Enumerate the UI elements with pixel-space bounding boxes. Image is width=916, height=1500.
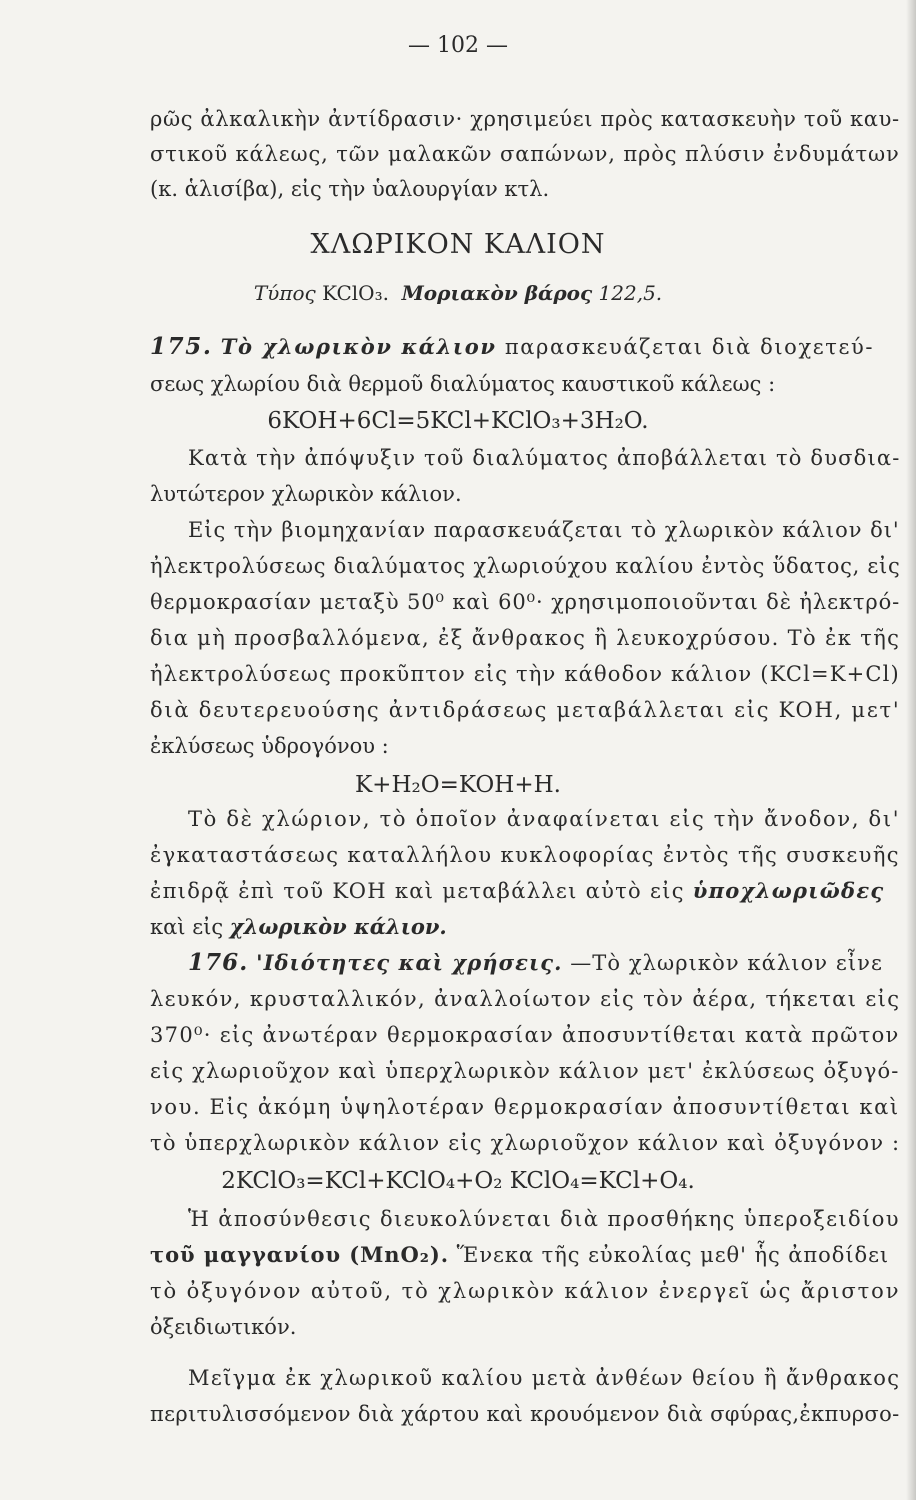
- text-line: περιτυλισσόμενον διὰ χάρτου καὶ κρουόμενον διὰ σφύρας,ἐκπυρσο-: [150, 1402, 900, 1426]
- text-line: τὸ ὑπερχλωρικὸν κάλιον εἰς χλωριοῦχον κάλιον καὶ ὀξυγόνον :: [150, 1131, 901, 1155]
- text-line: τὸ ὀξυγόνον αὐτοῦ, τὸ χλωρικὸν κάλιον ἐνεργεῖ ὡς ἄριστον: [150, 1279, 901, 1303]
- paragraph-175-line: [150, 333, 874, 361]
- text-line: διὰ δευτερευούσης ἀντιδράσεως μεταβάλλεται εἰς KOH, μετ': [150, 698, 901, 722]
- formula: KClO₃.: [322, 281, 389, 305]
- text-line: Μεῖγμα ἐκ χλωρικοῦ καλίου μετὰ ἀνθέων θείου ἢ ἄνθρακος: [188, 1366, 901, 1390]
- text-line: ρῶς ἀλκαλικὴν ἀντίδρασιν· χρησιμεύει πρὸς κατασκευὴν τοῦ καυ-: [150, 107, 900, 131]
- text-line: λευκόν, κρυσταλλικόν, ἀναλλοίωτον εἰς τὸν ἀέρα, τήκεται εἰς: [150, 987, 901, 1011]
- text-line: ἐγκαταστάσεως καταλλήλου κυκλοφορίας ἐντὸς τῆς συσκευῆς: [150, 843, 900, 867]
- text-line: ὀξειδιωτικόν.: [150, 1315, 297, 1339]
- text-line: [150, 1241, 889, 1269]
- section-title: ΧΛΩΡΙΚΟΝ ΚΑΛΙΟΝ: [310, 229, 606, 260]
- text-line: 370⁰· εἰς ἀνωτέραν θερμοκρασίαν ἀποσυντίθεται κατὰ πρῶτον: [150, 1023, 900, 1047]
- text-line: εἰς χλωριοῦχον καὶ ὑπερχλωρικὸν κάλιον μετ' ἐκλύσεως ὀξυγό-: [150, 1059, 900, 1083]
- molar-mass-label: Μοριακὸν βάρος: [401, 281, 593, 305]
- text-line: Εἰς τὴν βιομηχανίαν παρασκευάζεται τὸ χλωρικὸν κάλιον δι': [188, 518, 900, 542]
- text-line: ἠλεκτρολύσεως προκῦπτον εἰς τὴν κάθοδον κάλιον (KCl=K+Cl): [150, 662, 900, 686]
- chemical-equation: K+H₂O=KOH+H.: [355, 772, 561, 798]
- text-span: καὶ εἰς: [150, 915, 224, 939]
- text-line: ἠλεκτρολύσεως διαλύματος χλωριούχου καλίου ἐντὸς ὕδατος, εἰς: [150, 554, 901, 578]
- text-line: σεως χλωρίου διὰ θερμοῦ διαλύματος καυστικοῦ κάλεως :: [150, 372, 776, 396]
- text-line: Ἡ ἀποσύνθεσις διευκολύνεται διὰ προσθήκης ὑπεροξειδίου: [188, 1207, 900, 1231]
- paragraph-heading: 'Ιδιότητες καὶ χρήσεις.: [256, 950, 563, 975]
- text-span: —Τὸ χλωρικὸν κάλιον εἶνε: [570, 951, 883, 975]
- section-subtitle: [0, 280, 916, 306]
- text-line: ἐκλύσεως ὑδρογόνου :: [150, 734, 389, 758]
- type-label: Τύπος: [253, 281, 316, 305]
- text-line: νου. Εἰς ἀκόμη ὑψηλοτέραν θερμοκρασίαν ἀποσυντίθεται καὶ: [150, 1095, 900, 1119]
- bold-term: τοῦ μαγγανίου (MnO₂).: [150, 1242, 450, 1267]
- paragraph-176-line: [188, 949, 883, 977]
- page-number: — 102 —: [408, 33, 508, 58]
- page-edge-shadow: [906, 0, 916, 1500]
- text-line: [150, 877, 885, 905]
- text-line: λυτώτερον χλωρικὸν κάλιον.: [150, 482, 462, 506]
- text-span: Ἕνεκα τῆς εὐκολίας μεθ' ἧς ἀποδίδει: [456, 1243, 890, 1267]
- text-line: θερμοκρασίαν μεταξὺ 50⁰ καὶ 60⁰· χρησιμοποιοῦνται δὲ ἠλεκτρό-: [150, 590, 901, 614]
- section-number: 175.: [150, 333, 213, 360]
- chemical-equation: 6KOH+6Cl=5KCl+KClO₃+3H₂O.: [267, 408, 649, 434]
- text-line: δια μὴ προσβαλλόμενα, ἐξ ἄνθρακος ἢ λευκοχρύσου. Τὸ ἐκ τῆς: [150, 626, 901, 650]
- bold-term: χλωρικὸν κάλιον.: [229, 914, 447, 939]
- bold-term: ὑποχλωριῶδες: [692, 878, 885, 903]
- paragraph-heading: Τὸ χλωρικὸν κάλιον: [220, 334, 497, 359]
- molar-mass-value: 122,5.: [598, 281, 663, 305]
- text-line: Τὸ δὲ χλώριον, τὸ ὁποῖον ἀναφαίνεται εἰς τὴν ἄνοδον, δι': [188, 807, 901, 831]
- text-span: παρασκευάζεται διὰ διοχετεύ-: [504, 335, 875, 359]
- chemical-equation: 2KClO₃=KCl+KClO₄+O₂ KClO₄=KCl+O₄.: [221, 1168, 695, 1194]
- text-span: ἐπιδρᾷ ἐπὶ τοῦ KOH καὶ μεταβάλλει αὐτὸ εἰς: [150, 879, 685, 903]
- text-line: στικοῦ κάλεως, τῶν μαλακῶν σαπώνων, πρὸς πλύσιν ἐνδυμάτων: [150, 142, 900, 166]
- text-line: Κατὰ τὴν ἀπόψυξιν τοῦ διαλύματος ἀποβάλλεται τὸ δυσδια-: [188, 446, 901, 470]
- text-line: (κ. ἁλισίβα), εἰς τὴν ὑαλουργίαν κτλ.: [150, 177, 550, 201]
- text-line: [150, 913, 447, 941]
- section-number: 176.: [188, 949, 249, 976]
